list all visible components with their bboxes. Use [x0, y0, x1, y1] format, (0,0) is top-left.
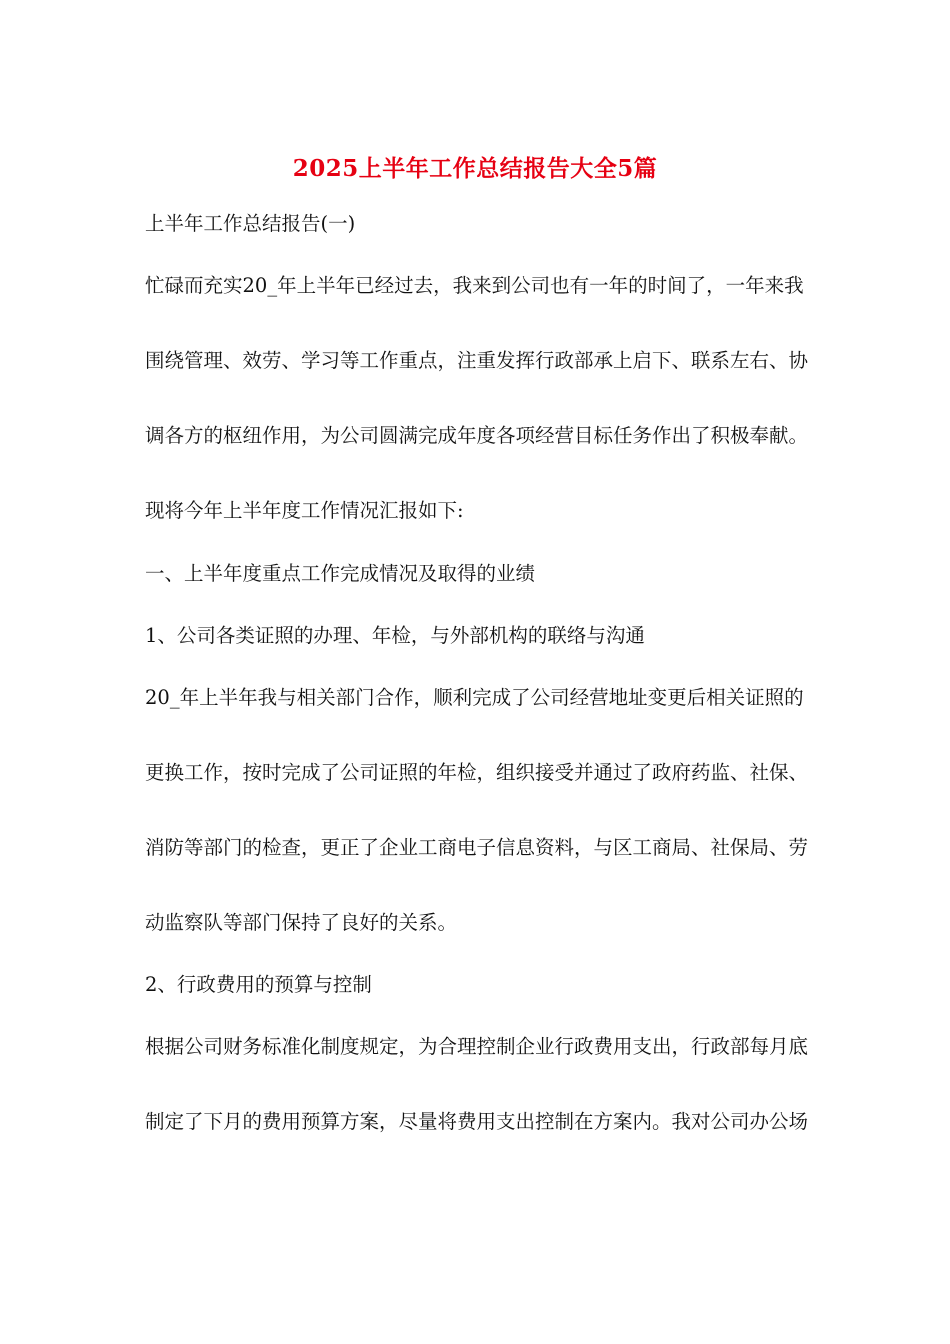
- paragraph-line: 现将今年上半年度工作情况汇报如下:: [145, 499, 464, 522]
- subsection-heading: 2、行政费用的预算与控制: [145, 973, 372, 996]
- paragraph-line: 忙碌而充实20_年上半年已经过去，我来到公司也有一年的时间了，一年来我: [145, 274, 804, 297]
- subsection-heading: 1、公司各类证照的办理、年检，与外部机构的联络与沟通: [145, 624, 645, 647]
- paragraph-line: 根据公司财务标准化制度规定，为合理控制企业行政费用支出，行政部每月底: [145, 1035, 809, 1058]
- paragraph-line: 动监察队等部门保持了良好的关系。: [145, 911, 458, 934]
- document-title: 2025上半年工作总结报告大全5篇: [292, 155, 658, 182]
- paragraph-line: 调各方的枢纽作用，为公司圆满完成年度各项经营目标任务作出了积极奉献。: [145, 424, 809, 447]
- paragraph-line: 20_年上半年我与相关部门合作，顺利完成了公司经营地址变更后相关证照的: [145, 686, 804, 709]
- paragraph-line: 制定了下月的费用预算方案，尽量将费用支出控制在方案内。我对公司办公场: [145, 1110, 809, 1133]
- section-heading: 上半年工作总结报告(一): [145, 212, 356, 235]
- paragraph-line: 围绕管理、效劳、学习等工作重点，注重发挥行政部承上启下、联系左右、协: [145, 349, 809, 372]
- paragraph-line: 消防等部门的检查，更正了企业工商电子信息资料，与区工商局、社保局、劳: [145, 836, 809, 859]
- paragraph-line: 更换工作，按时完成了公司证照的年检，组织接受并通过了政府药监、社保、: [145, 761, 809, 784]
- section-heading: 一、上半年度重点工作完成情况及取得的业绩: [145, 562, 536, 585]
